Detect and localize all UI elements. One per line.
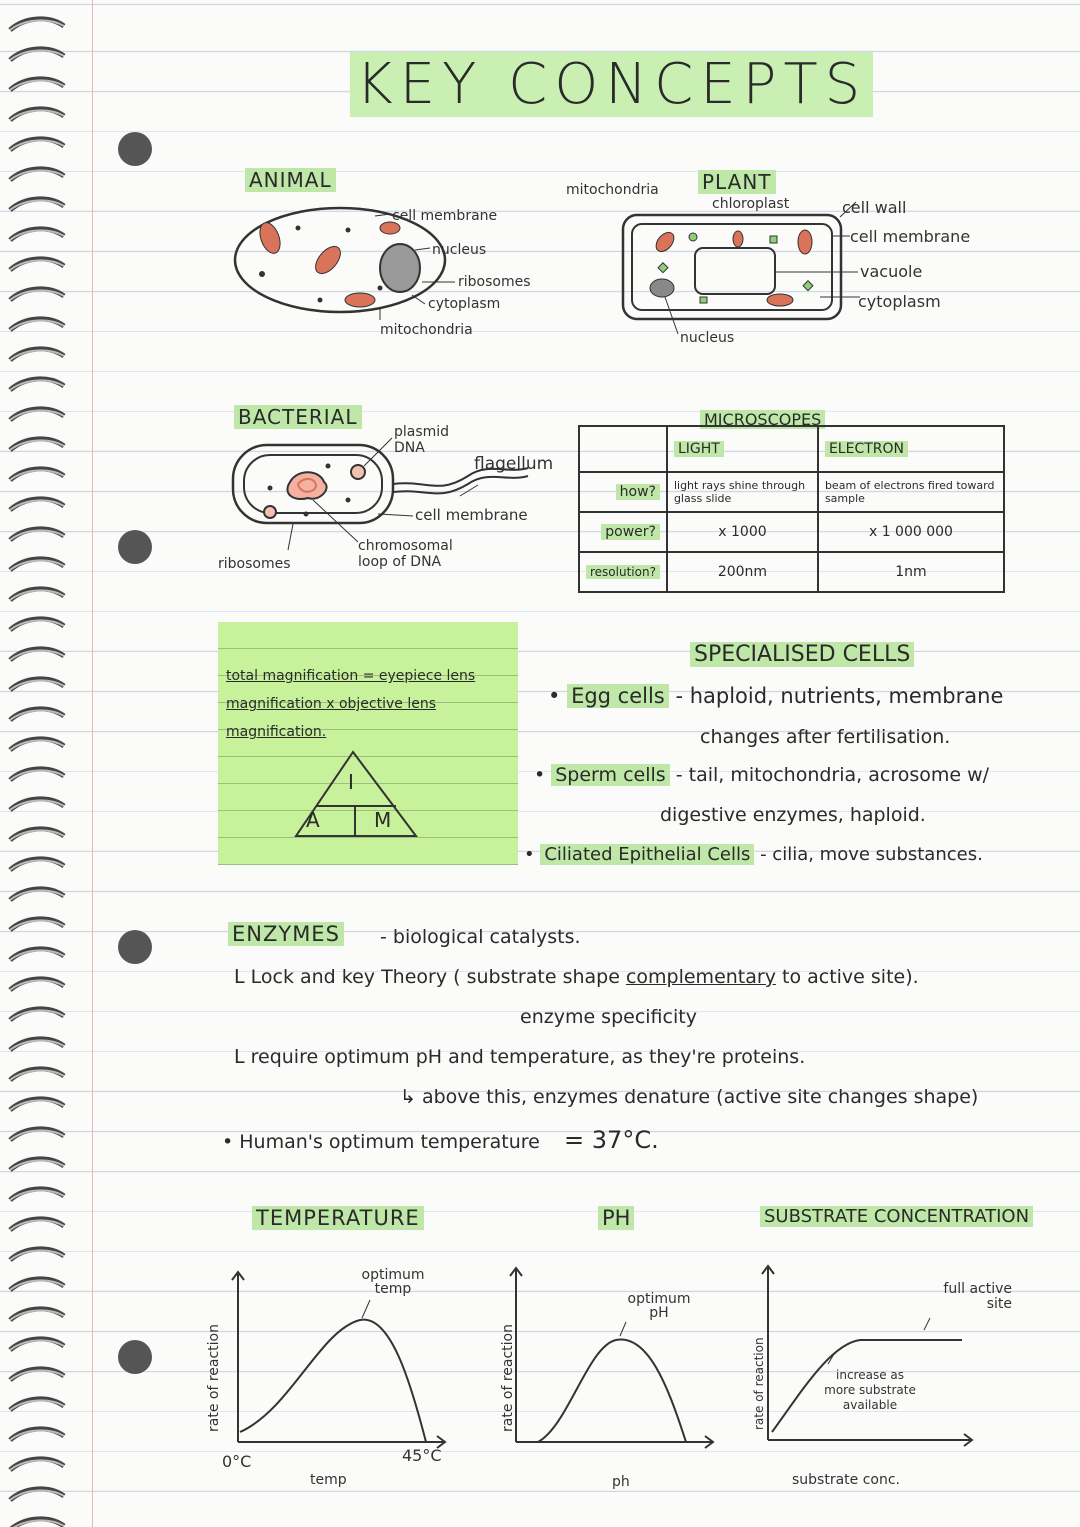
- magnification-line-3: magnification.: [226, 724, 327, 740]
- substrate-graph-title: SUBSTRATE CONCENTRATION: [760, 1206, 1033, 1227]
- spiral-coil: [6, 108, 66, 126]
- spiral-coil: [6, 1248, 66, 1266]
- enzyme-specificity: enzyme specificity: [520, 1006, 697, 1028]
- label-mitochondria: mitochondria: [380, 322, 473, 338]
- spiral-coil: [6, 1458, 66, 1476]
- spiral-coil: [6, 498, 66, 516]
- table-row: power? x 1000 x 1 000 000: [579, 512, 1004, 552]
- spiral-coil: [6, 1218, 66, 1236]
- egg-cells-line: • Egg cells - haploid, nutrients, membrane: [548, 684, 1004, 708]
- spiral-coil: [6, 1158, 66, 1176]
- optimum-line: ᒪ require optimum pH and temperature, as they're proteins.: [234, 1046, 806, 1068]
- spiral-coil: [6, 78, 66, 96]
- denature-line: ↳ above this, enzymes denature (active site changes shape): [400, 1086, 979, 1108]
- magnification-line-2: magnification x objective lens: [226, 696, 437, 712]
- sperm-cells-line-2: digestive enzymes, haploid.: [660, 804, 926, 826]
- spiral-coil: [6, 348, 66, 366]
- substrate-ylabel: rate of reaction: [752, 1337, 766, 1430]
- ciliated-cells-line: • Ciliated Epithelial Cells - cilia, move substances.: [524, 844, 983, 865]
- lock-and-key-line: ᒪ Lock and key Theory ( substrate shape complementary to active site).: [234, 966, 919, 988]
- margin-line: [92, 0, 93, 1527]
- temperature-graph: [230, 1267, 470, 1450]
- spiral-coil: [6, 198, 66, 216]
- label-nucleus: nucleus: [680, 330, 735, 346]
- triangle-a: A: [306, 808, 320, 832]
- ph-graph: [508, 1266, 728, 1450]
- spiral-coil: [6, 438, 66, 456]
- label-cytoplasm: cytoplasm: [428, 296, 501, 312]
- full-active-site-label: full active site: [943, 1281, 1012, 1312]
- spiral-coil: [6, 648, 66, 666]
- spiral-coil: [6, 1098, 66, 1116]
- spiral-coil: [6, 1338, 66, 1356]
- label-ribosomes: ribosomes: [218, 556, 291, 572]
- temp-xlabel: temp: [310, 1472, 347, 1488]
- ph-graph-title: PH: [598, 1206, 634, 1230]
- label-flagellum: flagellum: [474, 454, 554, 474]
- substrate-xlabel: substrate conc.: [792, 1472, 901, 1488]
- label-chromosomal-loop: chromosomal loop of DNA: [358, 538, 453, 570]
- spiral-coil: [6, 558, 66, 576]
- label-vacuole: vacuole: [860, 262, 923, 281]
- punch-hole: [118, 132, 152, 166]
- spiral-coil: [6, 1398, 66, 1416]
- spiral-coil: [6, 1038, 66, 1056]
- spiral-coil: [6, 378, 66, 396]
- spiral-coil: [6, 1278, 66, 1296]
- label-cytoplasm: cytoplasm: [858, 292, 941, 311]
- spiral-coil: [6, 1188, 66, 1206]
- spiral-coil: [6, 798, 66, 816]
- ph-ylabel: rate of reaction: [500, 1324, 516, 1432]
- spiral-coil: [6, 288, 66, 306]
- spiral-coil: [6, 18, 66, 36]
- spiral-coil: [6, 228, 66, 246]
- spiral-coil: [6, 1368, 66, 1386]
- spiral-coil: [6, 678, 66, 696]
- label-plasmid-dna: plasmid DNA: [394, 424, 450, 456]
- spiral-coil: [6, 258, 66, 276]
- triangle-m: M: [374, 808, 392, 832]
- optimum-ph-label: optimum pH: [627, 1291, 691, 1321]
- spiral-coil: [6, 1068, 66, 1086]
- spiral-coil: [6, 48, 66, 66]
- triangle-i: I: [348, 770, 354, 794]
- label-mitochondria: mitochondria: [566, 182, 659, 198]
- spiral-coil: [6, 828, 66, 846]
- magnification-box: [218, 622, 518, 865]
- spiral-coil: [6, 618, 66, 636]
- microscopes-heading: MICROSCOPES: [700, 410, 825, 429]
- bacterial-heading: BACTERIAL: [234, 405, 362, 429]
- label-ribosomes: ribosomes: [458, 274, 531, 290]
- spiral-coil: [6, 918, 66, 936]
- egg-cells-line-2: changes after fertilisation.: [700, 726, 951, 748]
- label-cell-membrane: cell membrane: [392, 208, 498, 224]
- spiral-coil: [6, 168, 66, 186]
- punch-hole: [118, 530, 152, 564]
- col-electron: ELECTRON: [818, 426, 1004, 472]
- spiral-coil: [6, 528, 66, 546]
- label-chloroplast: chloroplast: [712, 196, 790, 212]
- enzymes-definition: - biological catalysts.: [380, 926, 581, 948]
- increase-label: increase as more substrate available: [824, 1368, 916, 1412]
- spiral-coil: [6, 978, 66, 996]
- label-cell-membrane: cell membrane: [850, 227, 971, 246]
- spiral-coil: [6, 1488, 66, 1506]
- spiral-coil: [6, 1518, 66, 1527]
- table-row: resolution? 200nm 1nm: [579, 552, 1004, 592]
- spiral-coil: [6, 858, 66, 876]
- spiral-coil: [6, 318, 66, 336]
- label-cell-wall: cell wall: [842, 198, 907, 217]
- plant-heading: PLANT: [698, 170, 776, 194]
- plant-cell-diagram: [620, 212, 850, 327]
- spiral-coil: [6, 768, 66, 786]
- spiral-coil: [6, 1308, 66, 1326]
- spiral-coil: [6, 468, 66, 486]
- page-title: KEY CONCEPTS: [350, 52, 873, 117]
- microscopes-table: [578, 425, 1005, 593]
- x-end-label: 45°C: [402, 1446, 442, 1465]
- spiral-coil: [6, 1128, 66, 1146]
- temp-ylabel: rate of reaction: [206, 1324, 222, 1432]
- punch-hole: [118, 1340, 152, 1374]
- x-start-label: 0°C: [222, 1452, 252, 1471]
- spiral-coil: [6, 948, 66, 966]
- specialised-heading: SPECIALISED CELLS: [690, 642, 914, 667]
- human-optimum-line: • Human's optimum temperature = 37°C.: [222, 1126, 659, 1154]
- spiral-coil: [6, 738, 66, 756]
- temperature-graph-title: TEMPERATURE: [252, 1206, 424, 1230]
- label-nucleus: nucleus: [432, 242, 487, 258]
- label-cell-membrane: cell membrane: [415, 506, 528, 524]
- spiral-coil: [6, 1008, 66, 1026]
- spiral-coil: [6, 408, 66, 426]
- sperm-cells-line: • Sperm cells - tail, mitochondria, acrosome w/: [534, 764, 990, 786]
- spiral-coil: [6, 588, 66, 606]
- optimum-temp-label: optimum temp: [361, 1267, 425, 1297]
- spiral-coil: [6, 888, 66, 906]
- animal-heading: ANIMAL: [245, 168, 336, 192]
- spiral-coil: [6, 708, 66, 726]
- ph-xlabel: ph: [612, 1474, 630, 1490]
- punch-hole: [118, 930, 152, 964]
- table-row: how? light rays shine through glass slide beam of electrons fired toward sample: [579, 472, 1004, 512]
- col-light: LIGHT: [667, 426, 818, 472]
- spiral-coil: [6, 1428, 66, 1446]
- spiral-coil: [6, 138, 66, 156]
- magnification-line-1: total magnification = eyepiece lens: [226, 668, 476, 684]
- enzymes-heading: ENZYMES: [228, 922, 344, 946]
